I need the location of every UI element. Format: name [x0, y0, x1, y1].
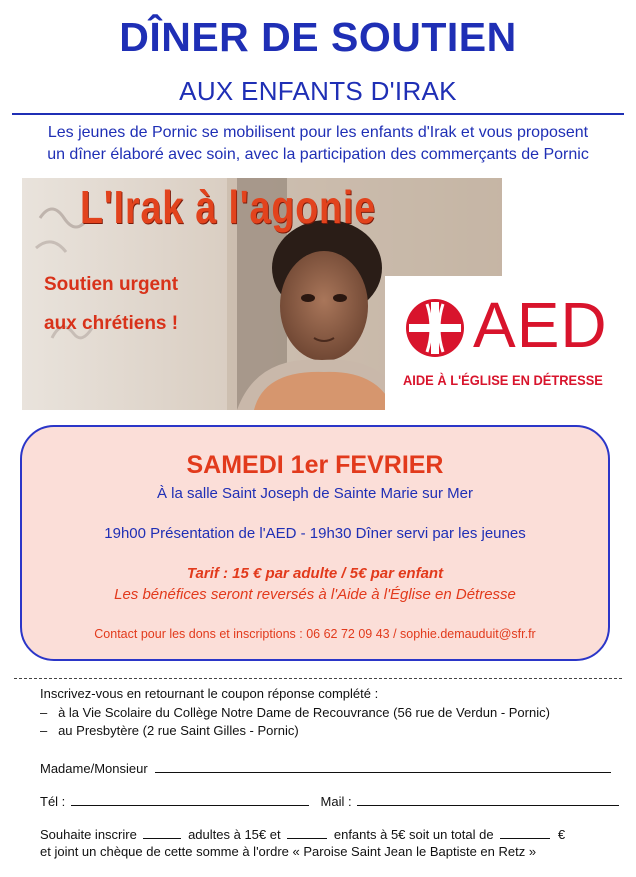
option-1-text: à la Vie Scolaire du Collège Notre Dame de Recouvrance (56 rue de Verdun - Pornic) — [58, 705, 550, 720]
tel-label: Tél : — [40, 794, 66, 809]
aed-acronym: AED — [473, 289, 608, 361]
coupon-option-1 — [40, 705, 550, 720]
name-label: Madame/Monsieur — [40, 761, 148, 776]
intro-line-2: un dîner élaboré avec soin, avec la participation des commerçants de Pornic — [47, 146, 589, 163]
poster-slogan-1: Soutien urgent — [44, 274, 179, 295]
event-benefits: Les bénéfices seront reversés à l'Aide à l'Église en Détresse — [114, 586, 516, 603]
poster-slogan-2: aux chrétiens ! — [44, 313, 179, 334]
adults-count-field[interactable] — [143, 826, 181, 839]
inscription-row — [40, 826, 624, 842]
currency-symbol: € — [557, 827, 566, 842]
option-2-text: au Presbytère (2 rue Saint Gilles - Pornic) — [58, 723, 299, 738]
event-program: 19h00 Présentation de l'AED - 19h30 Dîner servi par les jeunes — [104, 525, 526, 542]
cheque-text: et joint un chèque de cette somme à l'ordre « Paroise Saint Jean le Baptiste en Retz » — [40, 844, 537, 859]
inscrire-text-3: enfants à 5€ soit un total de — [333, 827, 494, 842]
inscrire-text-1: Souhaite inscrire — [40, 827, 137, 842]
event-date: SAMEDI 1er FEVRIER — [186, 451, 444, 479]
aed-cross-icon — [405, 298, 465, 358]
page-subtitle: AUX ENFANTS D'IRAK — [179, 76, 457, 106]
page-title: DÎNER DE SOUTIEN — [119, 14, 517, 60]
children-count-field[interactable] — [287, 826, 327, 839]
event-contact: Contact pour les dons et inscriptions : 06 62 72 09 43 / sophie.demauduit@sfr.fr — [94, 627, 536, 641]
bullet-dash: – — [40, 705, 48, 720]
event-info-box — [20, 425, 610, 661]
aed-caption: AIDE À L'ÉGLISE EN DÉTRESSE — [403, 372, 603, 388]
mail-label: Mail : — [320, 794, 352, 809]
name-row — [40, 760, 624, 776]
total-field[interactable] — [500, 826, 550, 839]
title-divider — [12, 113, 624, 115]
inscrire-text-2: adultes à 15€ et — [188, 827, 281, 842]
bullet-dash: – — [40, 723, 48, 738]
event-tarif: Tarif : 15 € par adulte / 5€ par enfant — [186, 565, 444, 582]
contact-row — [40, 793, 624, 809]
coupon-intro: Inscrivez-vous en retournant le coupon réponse complété : — [40, 686, 379, 701]
mail-field[interactable] — [357, 793, 619, 806]
tel-field[interactable] — [71, 793, 309, 806]
poster-headline: L'Irak à l'agonie — [80, 181, 377, 233]
intro-text — [6, 122, 630, 166]
intro-line-1: Les jeunes de Pornic se mobilisent pour les enfants d'Irak et vous proposent — [47, 124, 589, 141]
aed-logo — [385, 276, 625, 410]
event-place: À la salle Saint Joseph de Sainte Marie sur Mer — [157, 485, 473, 502]
name-field[interactable] — [155, 760, 611, 773]
coupon-cut-line — [14, 678, 622, 679]
coupon-option-2 — [40, 723, 299, 738]
